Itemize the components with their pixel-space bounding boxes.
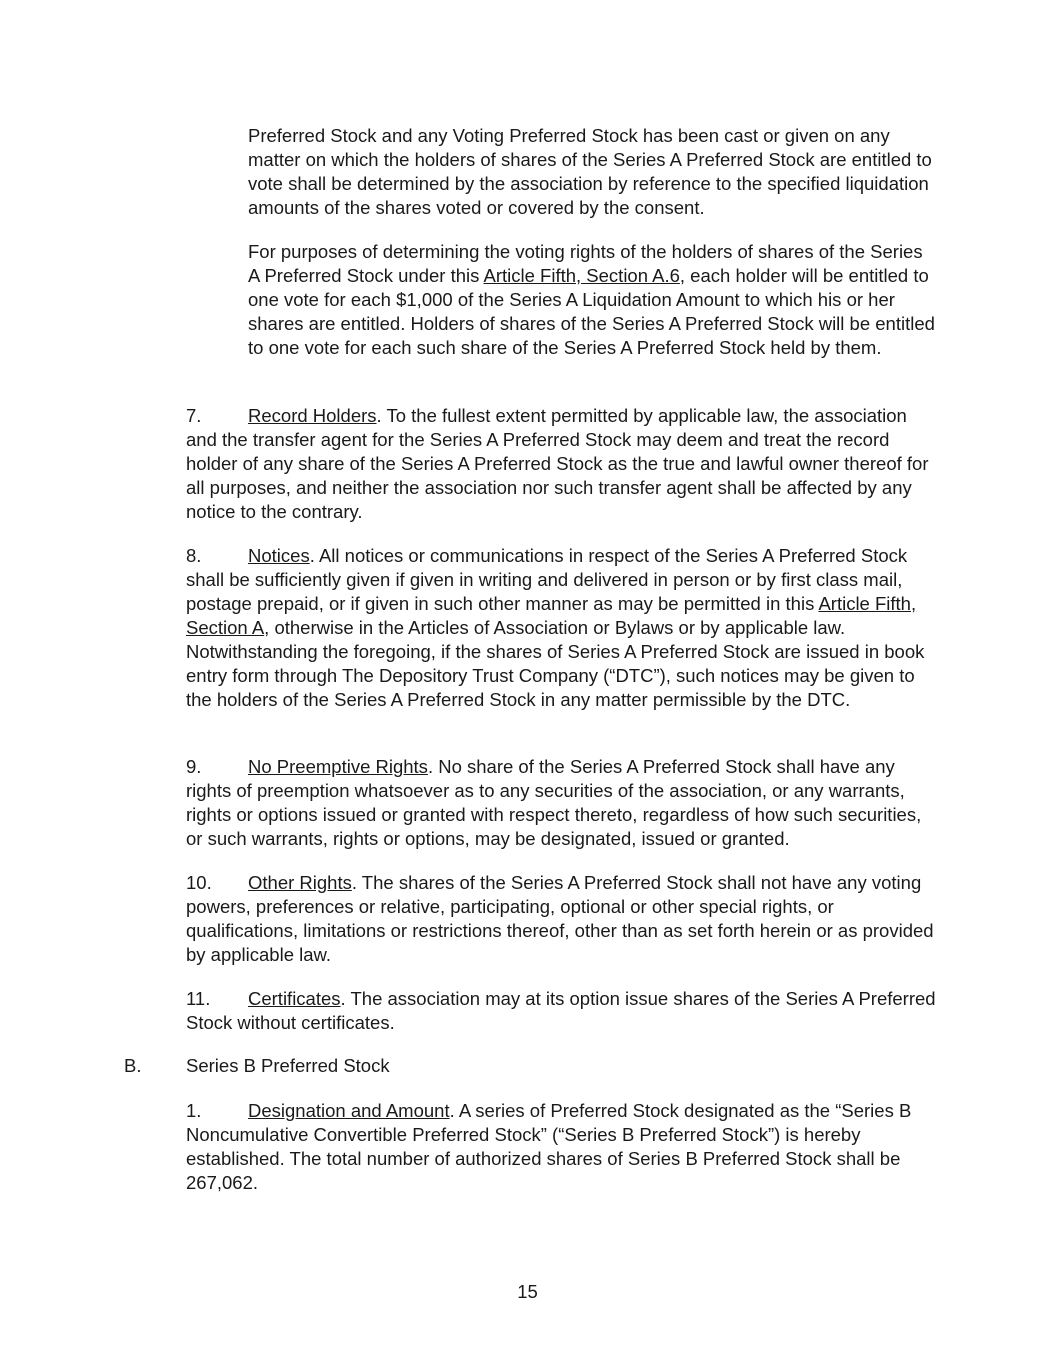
section-8-notices	[186, 544, 938, 712]
section-11-certificates	[186, 987, 938, 1035]
paragraph-voting-rights	[248, 240, 938, 360]
section-letter: B.	[124, 1055, 142, 1076]
section-text: , otherwise in the Articles of Association or Bylaws or by applicable law. Notwithstanding the foregoing, if the shares of Series A Preferred Stock are issued in book entry form through The Depository Trust Company (“DTC”), such notices may be given to the holders of the Series A Preferred Stock in any matter permissible by the DTC.	[186, 617, 925, 710]
section-heading: No Preemptive Rights	[248, 756, 428, 777]
section-number: 9.	[186, 756, 202, 777]
section-10-other-rights	[186, 871, 938, 967]
paragraph-text: For purposes of determining the voting rights of the holders of shares of the Series A Preferred Stock under this	[248, 241, 923, 286]
section-heading: Other Rights	[248, 872, 352, 893]
section-text: . The shares of the Series A Preferred Stock shall not have any voting powers, preferences or relative, participating, optional or other special rights, or qualifications, limitations or restrictions thereof, other than as set forth herein or as provided by applicable law.	[186, 872, 934, 965]
section-number: 11.	[186, 988, 211, 1009]
section-heading: Certificates	[248, 988, 341, 1009]
section-9-no-preemptive-rights	[186, 755, 938, 851]
section-text: . All notices or communications in respect of the Series A Preferred Stock shall be sufficiently given if given in writing and delivered in person or by first class mail, postage prepaid, or if given in such other manner as may be permitted in this	[186, 545, 908, 614]
section-text: . A series of Preferred Stock designated as the “Series B Noncumulative Convertible Preferred Stock” (“Series B Preferred Stock”) is hereby established. The total number of authorized shares of Series B Preferred Stock shall be 267,062.	[186, 1100, 912, 1193]
section-text: . To the fullest extent permitted by applicable law, the association and the transfer agent for the Series A Preferred Stock may deem and treat the record holder of any share of the Series A Preferred Stock as the true and lawful owner thereof for all purposes, and neither the association nor such transfer agent shall be affected by any notice to the contrary.	[186, 405, 929, 522]
cross-reference-article-fifth-a6: Article Fifth, Section A.6	[483, 265, 680, 286]
section-number: 1.	[186, 1100, 202, 1121]
section-text: . The association may at its option issue shares of the Series A Preferred Stock without certificates.	[186, 988, 936, 1033]
section-heading: Record Holders	[248, 405, 377, 426]
section-number: 8.	[186, 545, 202, 566]
page-number: 15	[517, 1281, 538, 1302]
paragraph-voting-consent	[248, 124, 938, 220]
section-b1-designation-and-amount	[186, 1099, 938, 1195]
section-title: Series B Preferred Stock	[186, 1055, 390, 1076]
section-7-record-holders	[186, 404, 938, 524]
section-number: 10.	[186, 872, 212, 893]
paragraph-text: , each holder will be entitled to one vote for each $1,000 of the Series A Liquidation Amount to which his or her shares are entitled. Holders of shares of the Series A Preferred Stock will be entitled to one vote for each such share of the Series A Preferred Stock held by them.	[248, 265, 935, 358]
cross-reference-article-fifth-a: Article Fifth, Section A	[186, 593, 917, 638]
section-heading: Notices	[248, 545, 310, 566]
section-text: . No share of the Series A Preferred Stock shall have any rights of preemption whatsoever as to any securities of the association, or any warrants, rights or options issued or granted with respect thereto, regardless of how such securities, or such warrants, rights or options, may be designated, issued or granted.	[186, 756, 922, 849]
section-heading: Designation and Amount	[248, 1100, 450, 1121]
paragraph-text: Preferred Stock and any Voting Preferred Stock has been cast or given on any matter on which the holders of shares of the Series A Preferred Stock are entitled to vote shall be determined by the association by reference to the specified liquidation amounts of the shares voted or covered by the consent.	[248, 125, 932, 218]
section-number: 7.	[186, 405, 202, 426]
